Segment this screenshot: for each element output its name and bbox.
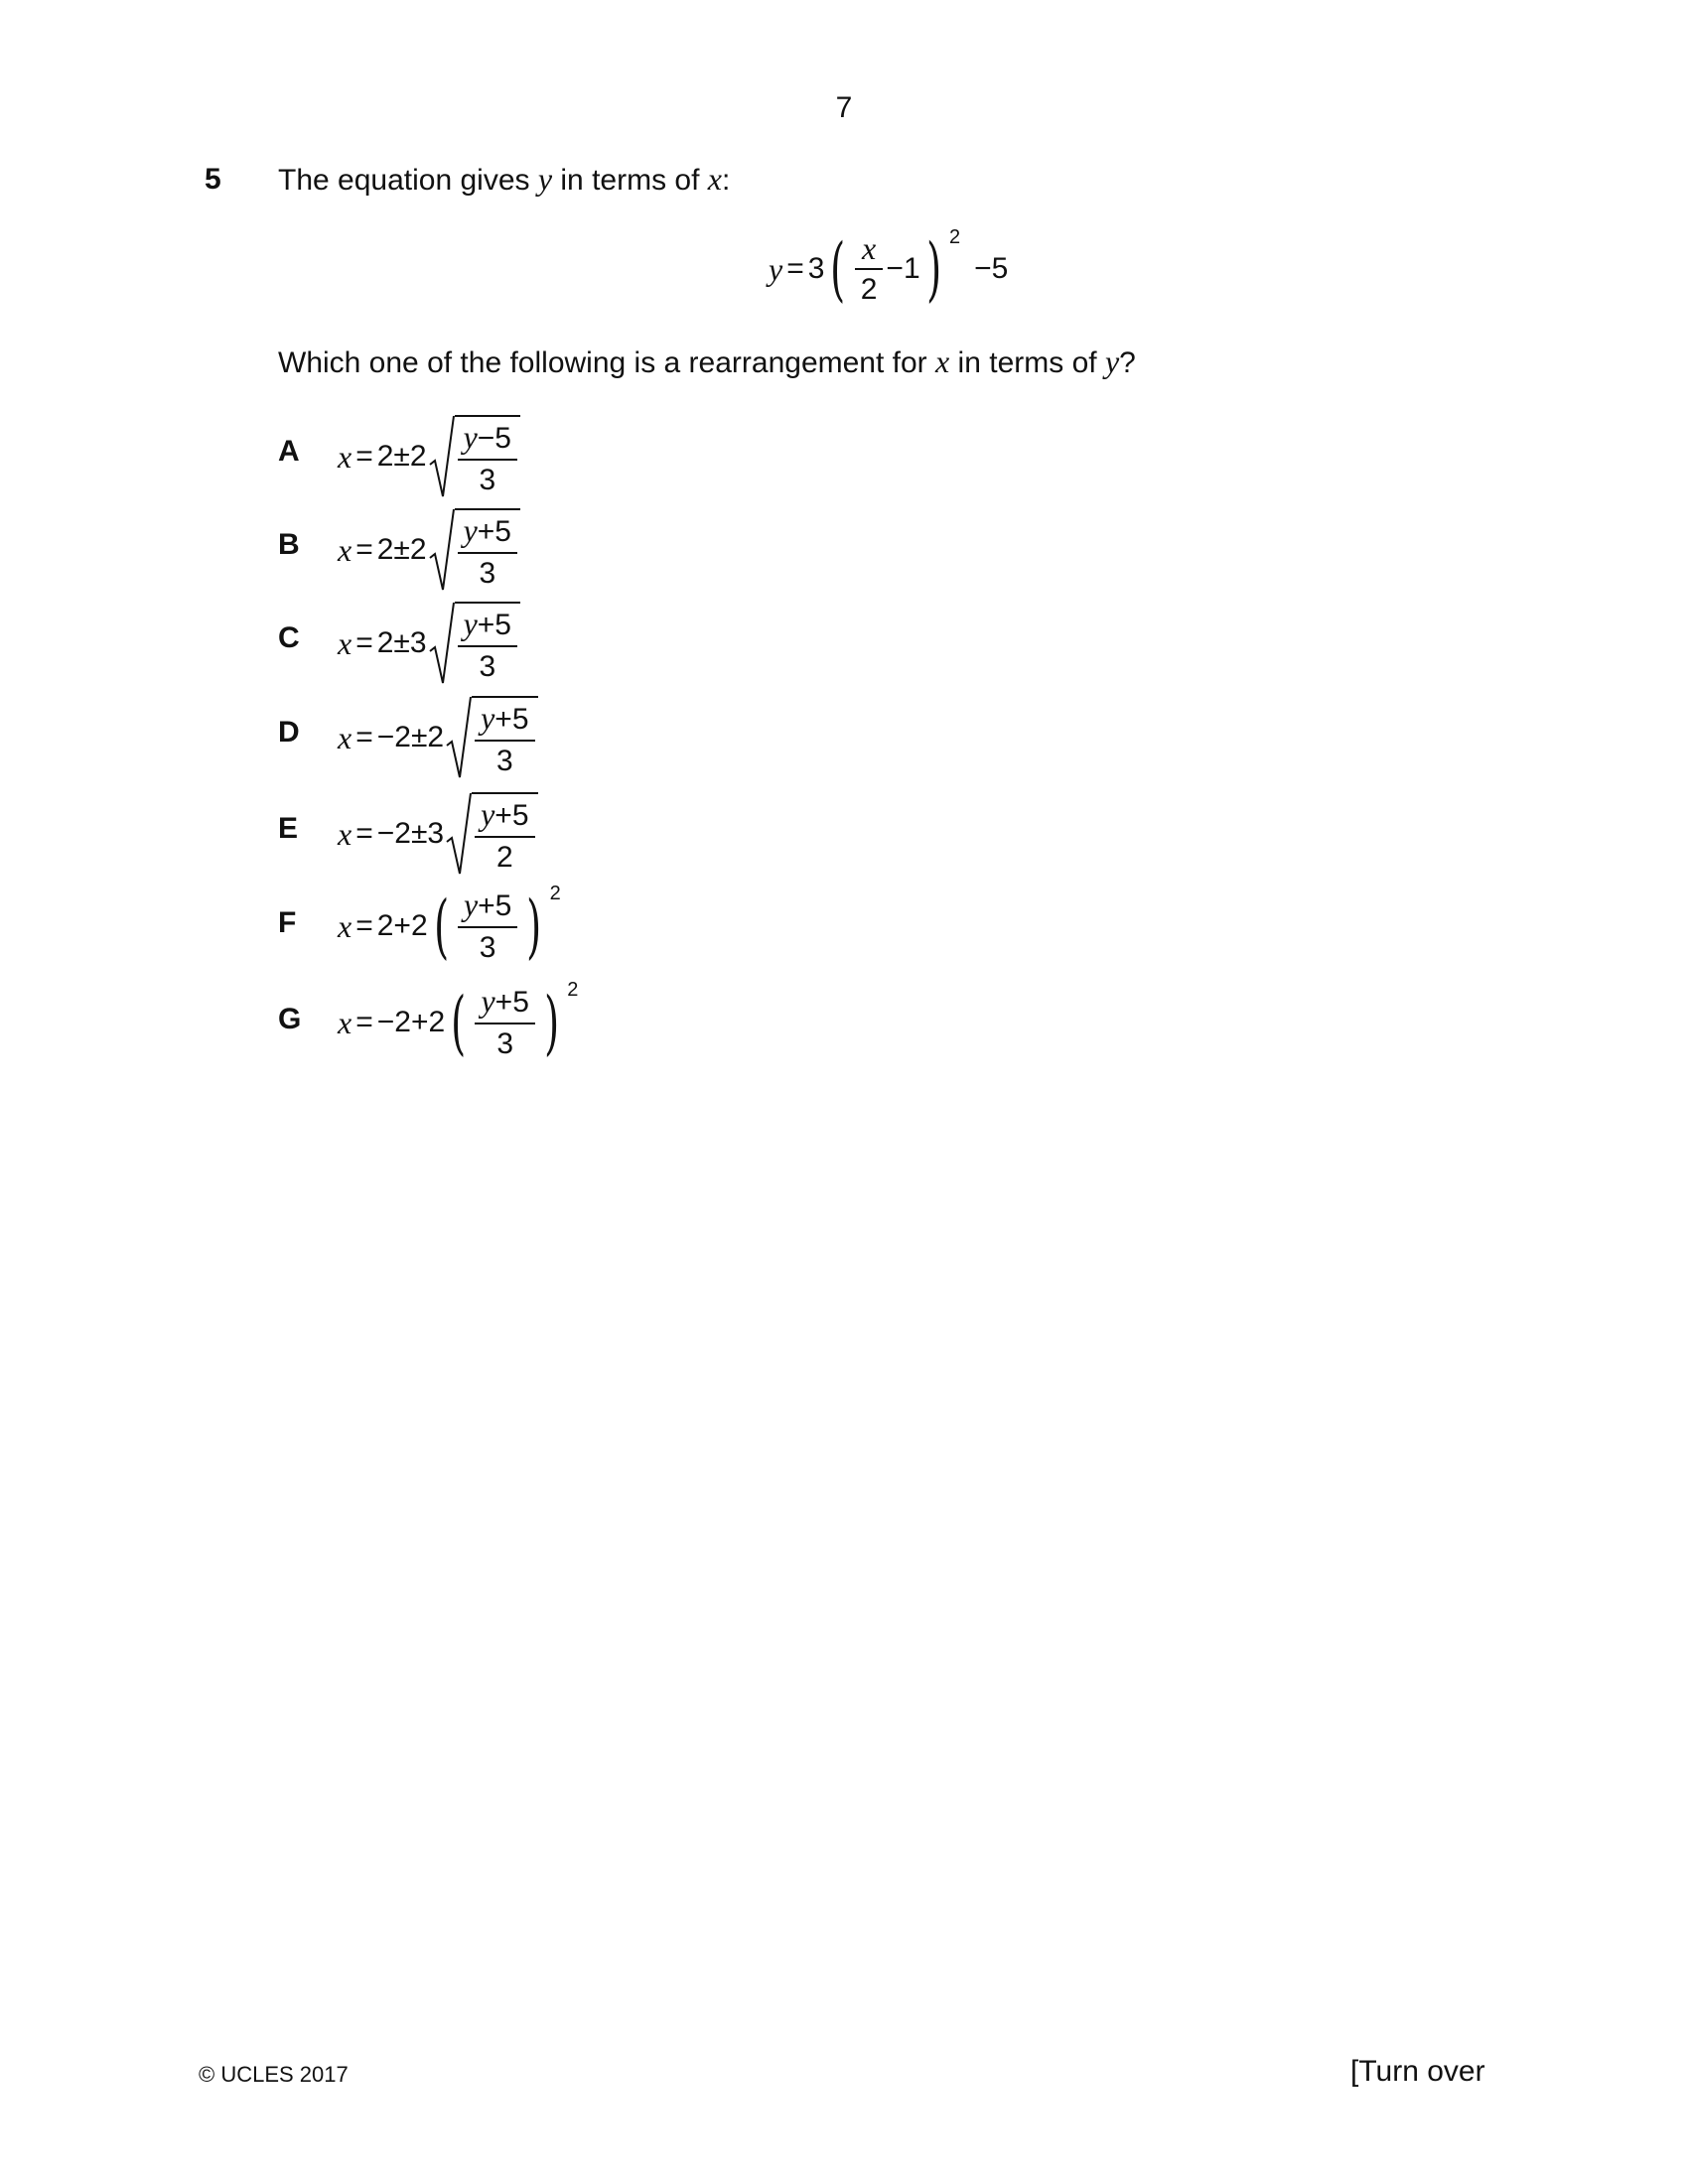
option-num-rest: +5 <box>477 515 511 548</box>
option-equals: = <box>355 817 373 850</box>
option-expression <box>338 696 538 779</box>
option-lead: −2±3 <box>376 817 445 850</box>
intro-var-y: y <box>537 161 553 197</box>
eq-frac-num: x <box>861 230 877 266</box>
eq-lhs: y <box>769 250 783 287</box>
option-frac-num <box>458 512 517 552</box>
ask-var-y: y <box>1104 343 1120 379</box>
option-frac-den: 3 <box>458 459 517 498</box>
option-fraction <box>458 606 517 685</box>
option-equals: = <box>355 909 373 942</box>
option-fraction <box>475 983 534 1062</box>
option-var: x <box>338 815 352 852</box>
option-radical <box>446 696 537 779</box>
option-letter: F <box>278 906 297 939</box>
option-open-paren: ( <box>433 886 449 967</box>
eq-power: 2 <box>948 226 961 248</box>
radical-sign-icon <box>429 508 455 592</box>
option-frac-num <box>458 606 517 645</box>
option-num-var: y <box>481 983 495 1019</box>
option-fraction <box>475 796 534 876</box>
option-lead: 2+2 <box>376 909 428 942</box>
question-ask <box>278 343 1136 380</box>
option-frac-den: 3 <box>458 926 517 966</box>
eq-open-paren: ( <box>830 228 846 310</box>
eq-coef: 3 <box>807 252 825 285</box>
option-num-rest: +5 <box>494 799 529 832</box>
eq-equals: = <box>786 252 804 285</box>
option-letter: C <box>278 621 300 654</box>
option-radicand <box>455 415 520 498</box>
page-number: 7 <box>835 91 853 124</box>
option-equals: = <box>355 440 373 473</box>
option-letter: E <box>278 812 299 845</box>
option-lead: 2±2 <box>376 440 427 473</box>
eq-fraction <box>855 230 884 308</box>
radical-sign-icon <box>446 696 472 779</box>
option-frac-den: 3 <box>458 552 517 592</box>
option-var: x <box>338 438 352 475</box>
option-num-rest: +5 <box>477 609 511 641</box>
option-fraction <box>458 512 517 592</box>
option-num-rest: +5 <box>494 703 529 736</box>
option-radical <box>429 508 520 592</box>
option-lead: −2+2 <box>376 1006 446 1038</box>
option-radical <box>429 415 520 498</box>
option-radicand <box>472 792 537 876</box>
option-fraction <box>458 419 517 498</box>
option-frac-den: 3 <box>475 740 534 779</box>
option-frac-num <box>475 796 534 836</box>
eq-minus-one: −1 <box>886 252 920 285</box>
option-radicand <box>455 508 520 592</box>
option-num-var: y <box>463 419 478 455</box>
option-num-rest: +5 <box>494 986 529 1019</box>
ask-text-1: Which one of the following is a rearrangement for <box>278 346 936 379</box>
option-num-var: y <box>481 700 495 736</box>
option-frac-num <box>475 700 534 740</box>
option-letter: A <box>278 435 300 468</box>
option-frac-den: 3 <box>458 645 517 685</box>
option-frac-num <box>475 983 534 1023</box>
ask-text-3: ? <box>1119 346 1136 379</box>
option-expression <box>338 508 520 592</box>
question-intro <box>278 161 730 198</box>
option-lead: 2±2 <box>376 533 427 566</box>
option-num-rest: +5 <box>478 889 512 922</box>
option-var: x <box>338 624 352 661</box>
option-frac-den: 3 <box>475 1023 534 1062</box>
option-expression <box>338 602 520 685</box>
option-lead: 2±3 <box>376 626 427 659</box>
radical-sign-icon <box>429 415 455 498</box>
option-equals: = <box>355 1006 373 1038</box>
option-expression <box>338 415 520 498</box>
option-equals: = <box>355 533 373 566</box>
given-equation <box>769 226 1009 310</box>
option-equals: = <box>355 626 373 659</box>
option-close-paren: ) <box>544 982 560 1063</box>
intro-text-3: : <box>721 164 731 197</box>
option-var: x <box>338 531 352 568</box>
radical-sign-icon <box>446 792 472 876</box>
option-frac-num <box>458 887 517 926</box>
option-close-paren: ) <box>526 886 542 967</box>
option-radicand <box>472 696 537 779</box>
intro-text-2: in terms of <box>552 164 708 197</box>
option-radical <box>429 602 520 685</box>
option-fraction <box>458 887 517 966</box>
option-expression <box>338 883 561 967</box>
option-fraction <box>475 700 534 779</box>
turn-over: [Turn over <box>1350 2055 1485 2088</box>
option-frac-num <box>458 419 517 459</box>
eq-close-paren: ) <box>925 228 941 310</box>
question-number: 5 <box>205 163 221 196</box>
eq-frac-den: 2 <box>855 268 884 308</box>
option-num-var: y <box>463 512 478 548</box>
option-num-var: y <box>481 796 495 832</box>
option-equals: = <box>355 721 373 753</box>
intro-text-1: The equation gives <box>278 164 538 197</box>
option-var: x <box>338 1004 352 1040</box>
ask-text-2: in terms of <box>949 346 1105 379</box>
option-lead: −2±2 <box>376 721 445 753</box>
option-frac-den: 2 <box>475 836 534 876</box>
option-radical <box>446 792 537 876</box>
option-letter: D <box>278 716 300 749</box>
option-letter: B <box>278 528 300 561</box>
option-var: x <box>338 719 352 755</box>
option-letter: G <box>278 1003 302 1035</box>
copyright: © UCLES 2017 <box>199 2062 349 2087</box>
ask-var-x: x <box>935 343 950 379</box>
radical-sign-icon <box>429 602 455 685</box>
option-expression <box>338 979 579 1063</box>
intro-var-x: x <box>707 161 722 197</box>
option-num-rest: −5 <box>477 422 511 455</box>
option-expression <box>338 792 538 876</box>
option-power: 2 <box>567 979 579 1001</box>
option-num-var: y <box>463 606 478 641</box>
eq-tail: −5 <box>974 252 1009 285</box>
option-num-var: y <box>463 887 479 922</box>
option-power: 2 <box>549 883 561 904</box>
option-open-paren: ( <box>451 982 467 1063</box>
option-var: x <box>338 907 352 944</box>
option-radicand <box>455 602 520 685</box>
